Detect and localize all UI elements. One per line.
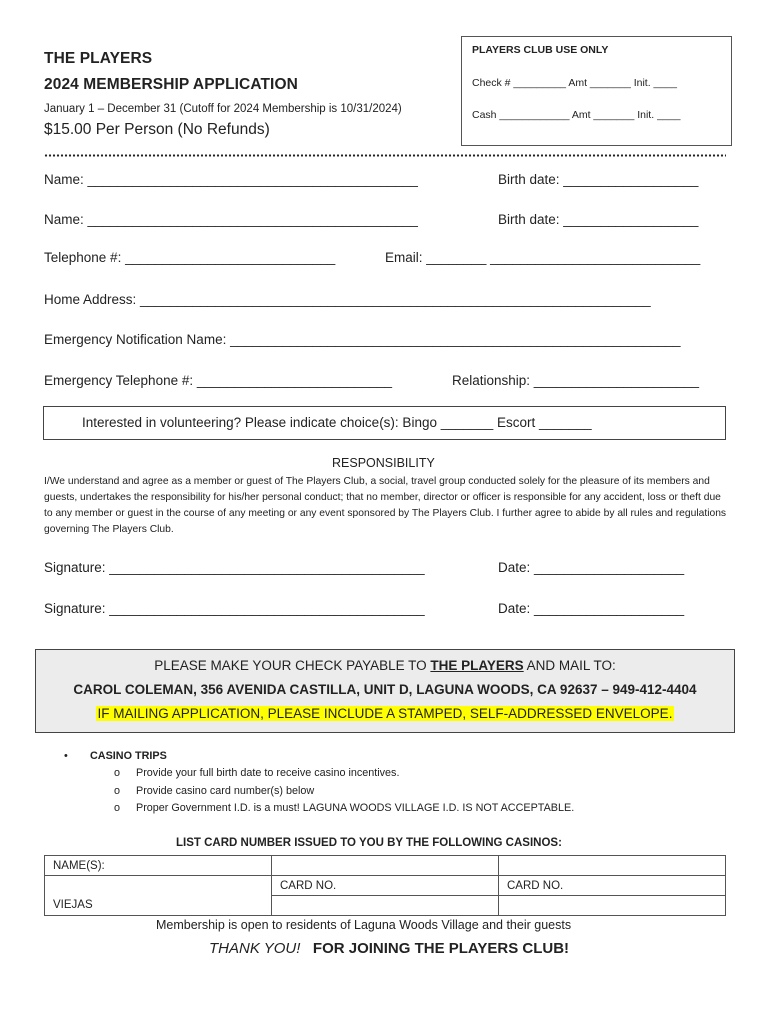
table-cell[interactable]: [272, 856, 499, 876]
envelope-notice: IF MAILING APPLICATION, PLEASE INCLUDE A STAMPED, SELF-ADDRESSED ENVELOPE.: [97, 706, 673, 721]
emergency-phone-field[interactable]: Emergency Telephone #: __________________________: [44, 373, 393, 388]
table-row: [45, 896, 726, 916]
casino-name: VIEJAS: [45, 896, 272, 916]
home-address-field[interactable]: Home Address: ____________________________________________________________________: [44, 292, 651, 307]
responsibility-text: I/We understand and agree as a member or guest of The Players Club, a social, travel group conducted solely for the pleasure of its members and guests, undertakes the responsibility for his/her personal conduct; that no member, director or officer is responsible for any accident, loss or theft due to any member or guest in the course of any meeting or any event sponsored by The Players Club. I further agree to abide by all rules and regulations governing The Players Club.: [44, 476, 727, 535]
emergency-name-field[interactable]: Emergency Notification Name: ____________________________________________________________: [44, 332, 681, 347]
name-field-2[interactable]: Name: ____________________________________________: [44, 212, 418, 227]
joining-text: FOR JOINING THE PLAYERS CLUB!: [312, 940, 570, 957]
sub-bullet-icon: o: [114, 785, 121, 797]
office-use-box: [461, 36, 732, 146]
table-cell[interactable]: [499, 896, 726, 916]
casino-item: Provide your full birth date to receive casino incentives.: [136, 767, 400, 779]
names-label: NAME(S):: [45, 856, 272, 876]
responsibility-heading: RESPONSIBILITY: [332, 456, 435, 470]
thank-you-line: [209, 940, 569, 957]
table-cell[interactable]: [272, 896, 499, 916]
form-title: THE PLAYERS: [44, 50, 153, 67]
date-field-1[interactable]: Date: ____________________: [498, 560, 685, 575]
envelope-notice-line: [36, 706, 734, 721]
payable-post: AND MAIL TO:: [523, 658, 616, 673]
card-no-label-2: CARD NO.: [499, 876, 726, 896]
table-cell[interactable]: [45, 876, 272, 896]
office-use-heading: PLAYERS CLUB USE ONLY: [472, 44, 609, 56]
email-field[interactable]: Email: ________ ____________________________: [385, 250, 701, 265]
table-row: [45, 876, 726, 896]
casino-trips-heading: CASINO TRIPS: [90, 750, 167, 762]
card-no-label-1: CARD NO.: [272, 876, 499, 896]
volunteer-box: [43, 406, 726, 440]
signature-field-1[interactable]: Signature: __________________________________________: [44, 560, 425, 575]
casino-card-table: [44, 855, 726, 916]
bullet-icon: •: [64, 750, 68, 762]
sub-bullet-icon: o: [114, 802, 121, 814]
telephone-field[interactable]: Telephone #: ____________________________: [44, 250, 336, 265]
relationship-field[interactable]: Relationship: ______________________: [452, 373, 699, 388]
office-check-row: Check # _________ Amt _______ Init. ____: [472, 77, 677, 89]
volunteer-choices[interactable]: Interested in volunteering? Please indicate choice(s): Bingo _______ Escort _______: [82, 415, 592, 430]
casino-item: Provide casino card number(s) below: [136, 785, 315, 797]
signature-field-2[interactable]: Signature: __________________________________________: [44, 601, 425, 616]
table-row: [45, 856, 726, 876]
date-field-2[interactable]: Date: ____________________: [498, 601, 685, 616]
form-subtitle: 2024 MEMBERSHIP APPLICATION: [44, 76, 298, 93]
membership-dates: January 1 – December 31 (Cutoff for 2024 Membership is 10/31/2024): [44, 103, 402, 115]
payee-name: THE PLAYERS: [430, 658, 524, 673]
membership-price: $15.00 Per Person (No Refunds): [44, 121, 270, 138]
card-list-heading: LIST CARD NUMBER ISSUED TO YOU BY THE FOLLOWING CASINOS:: [176, 837, 562, 849]
membership-note: Membership is open to residents of Laguna Woods Village and their guests: [156, 918, 572, 932]
sub-bullet-icon: o: [114, 767, 121, 779]
casino-item: Proper Government I.D. is a must! LAGUNA WOODS VILLAGE I.D. IS NOT ACCEPTABLE.: [136, 802, 575, 814]
mailing-instructions-box: [35, 649, 735, 733]
thank-you-text: THANK YOU!: [209, 940, 301, 957]
office-cash-row: Cash ____________ Amt _______ Init. ____: [472, 109, 681, 121]
name-field-1[interactable]: Name: ____________________________________________: [44, 172, 418, 187]
birth-date-field-1[interactable]: Birth date: __________________: [498, 172, 699, 187]
dotted-divider: [44, 154, 726, 157]
payable-line: [36, 658, 734, 673]
payable-pre: PLEASE MAKE YOUR CHECK PAYABLE TO: [154, 658, 431, 673]
mailing-address: CAROL COLEMAN, 356 AVENIDA CASTILLA, UNIT D, LAGUNA WOODS, CA 92637 – 949-412-4404: [73, 682, 697, 697]
birth-date-field-2[interactable]: Birth date: __________________: [498, 212, 699, 227]
table-cell[interactable]: [499, 856, 726, 876]
